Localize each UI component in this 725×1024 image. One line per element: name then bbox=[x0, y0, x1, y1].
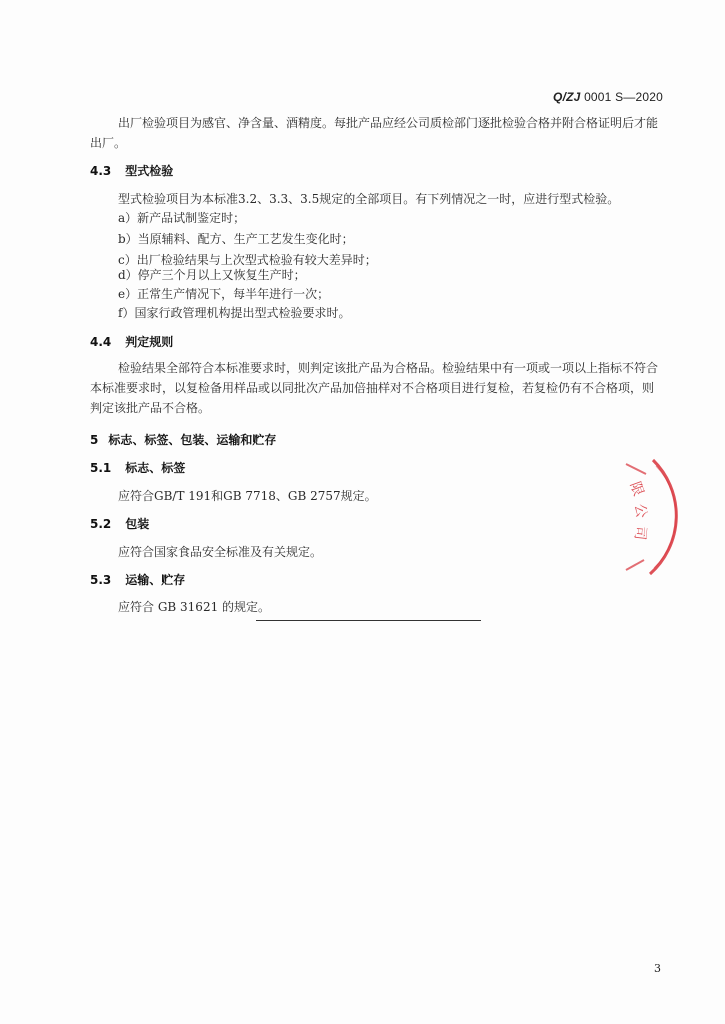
section-5-2-body: 应符合国家食品安全标准及有关规定。 bbox=[118, 545, 323, 559]
section-4-4-body: 检验结果全部符合本标准要求时，则判定该批产品为合格品。检验结果中有一项或一项以上指标不符合本标准要求时，以复检备用样品或以同批次产品加倍抽样对不合格项目进行复检，若复检仍有不合格项，则判定该批产品不合格。 bbox=[90, 361, 659, 415]
standard-number: 0001 S—2020 bbox=[584, 90, 663, 104]
section-5-1-body: 应符合GB/T 191和GB 7718、GB 2757规定。 bbox=[118, 489, 377, 503]
section-title: 运输、贮存 bbox=[125, 573, 186, 587]
section-5-2-heading bbox=[90, 515, 149, 532]
section-5-3-heading bbox=[90, 571, 185, 588]
section-number: 5.3 bbox=[90, 573, 112, 587]
list-item: f）国家行政管理机构提出型式检验要求时。 bbox=[118, 306, 351, 320]
section-number: 5 bbox=[90, 433, 99, 447]
list-item: b）当原辅料、配方、生产工艺发生变化时； bbox=[118, 232, 354, 246]
company-seal-stamp bbox=[620, 452, 725, 582]
section-title: 标志、标签 bbox=[125, 461, 186, 475]
section-title: 型式检验 bbox=[125, 164, 174, 178]
section-5-heading bbox=[90, 431, 276, 448]
section-title: 判定规则 bbox=[125, 335, 174, 349]
standard-code: Q/ZJ bbox=[553, 90, 581, 104]
section-number: 5.1 bbox=[90, 461, 112, 475]
svg-text:限: 限 bbox=[626, 479, 647, 499]
section-5-3-body: 应符合 GB 31621 的规定。 bbox=[118, 600, 271, 614]
intro-paragraph: 出厂检验项目为感官、净含量、酒精度。每批产品应经公司质检部门逐批检验合格并附合格证明后才能出厂。 bbox=[90, 116, 659, 150]
section-title: 包装 bbox=[125, 517, 150, 531]
section-4-4-heading bbox=[90, 333, 173, 350]
section-number: 4.3 bbox=[90, 164, 112, 178]
section-number: 5.2 bbox=[90, 517, 112, 531]
svg-text:公: 公 bbox=[631, 502, 650, 520]
seal-graphic bbox=[620, 452, 725, 582]
list-item: c）出厂检验结果与上次型式检验有较大差异时； bbox=[118, 253, 377, 267]
section-4-3-heading bbox=[90, 162, 173, 179]
section-4-3-body: 型式检验项目为本标准3.2、3.3、3.5规定的全部项目。有下列情况之一时，应进行型式检验。 bbox=[118, 192, 620, 206]
section-number: 4.4 bbox=[90, 335, 112, 349]
end-of-document-rule bbox=[256, 620, 481, 621]
svg-text:司: 司 bbox=[631, 525, 649, 541]
section-5-1-heading bbox=[90, 459, 185, 476]
list-item: d）停产三个月以上又恢复生产时； bbox=[118, 268, 306, 282]
list-item: e）正常生产情况下，每半年进行一次； bbox=[118, 287, 330, 301]
page-number: 3 bbox=[654, 962, 661, 975]
standard-code-header bbox=[553, 90, 663, 104]
list-item: a）新产品试制鉴定时； bbox=[118, 211, 246, 225]
section-title: 标志、标签、包装、运输和贮存 bbox=[108, 433, 277, 447]
